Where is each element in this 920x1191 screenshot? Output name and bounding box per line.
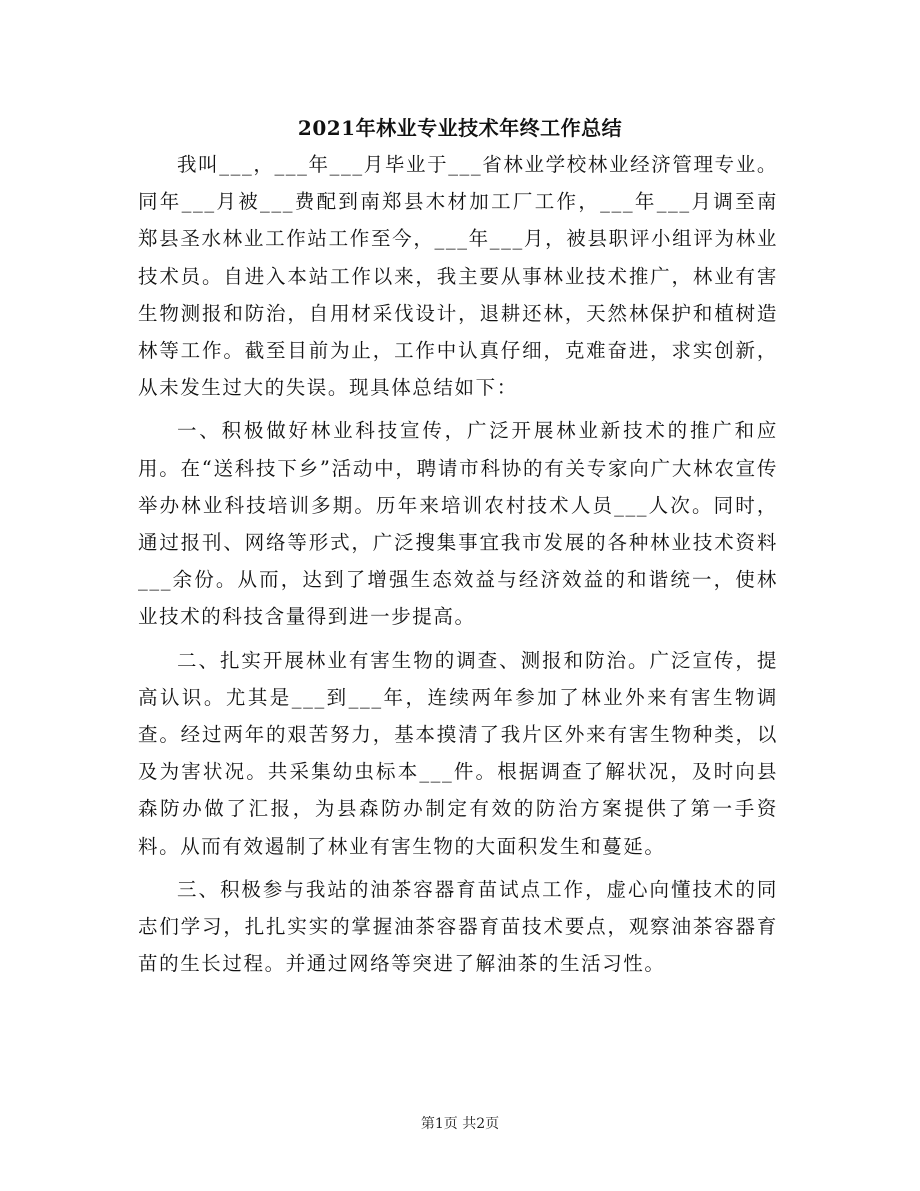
paragraph-section-1: 一、积极做好林业科技宣传，广泛开展林业新技术的推广和应用。在“送科技下乡”活动中，聘请市科协的有关专家向广大林农宣传举办林业科技培训多期。历年来培训农村技术人员___人次。同时，通过报刊、网络等形式，广泛搜集事宜我市发展的各种林业技术资料___余份。从而，达到了增强生态效益与经济效益的和谐统一，使林业技术的科技含量得到进一步提高。 — [138, 419, 778, 629]
document-title: 2021年林业专业技术年终工作总结 — [297, 116, 623, 140]
paragraph-section-2: 二、扎实开展林业有害生物的调查、测报和防治。广泛宣传，提高认识。尤其是___到___年，连续两年参加了林业外来有害生物调查。经过两年的艰苦努力，基本摸清了我片区外来有害生物种类，以及为害状况。共采集幼虫标本___件。根据调查了解状况，及时向县森防办做了汇报，为县森防办制定有效的防治方案提供了第一手资料。从而有效遏制了林业有害生物的大面积发生和蔓延。 — [138, 648, 778, 858]
paragraph-section-3: 三、积极参与我站的油茶容器育苗试点工作，虚心向懂技术的同志们学习，扎扎实实的掌握油茶容器育苗技术要点，观察油茶容器育苗的生长过程。并通过网络等突进了解油茶的生活习性。 — [138, 877, 778, 976]
document-body — [138, 146, 778, 982]
paragraph-intro: 我叫___，___年___月毕业于___省林业学校林业经济管理专业。同年___月被___费配到南郑县木材加工厂工作，___年___月调至南郑县圣水林业工作站工作至今，___年___月，被县职评小组评为林业技术员。自进入本站工作以来，我主要从事林业技术推广，林业有害生物测报和防治，自用材采伐设计，退耕还林，天然林保护和植树造林等工作。截至目前为止，工作中认真仔细，克难奋进，求实创新，从未发生过大的失误。现具体总结如下： — [138, 153, 778, 400]
page-number-footer: 第1页 共2页 — [420, 1116, 500, 1132]
